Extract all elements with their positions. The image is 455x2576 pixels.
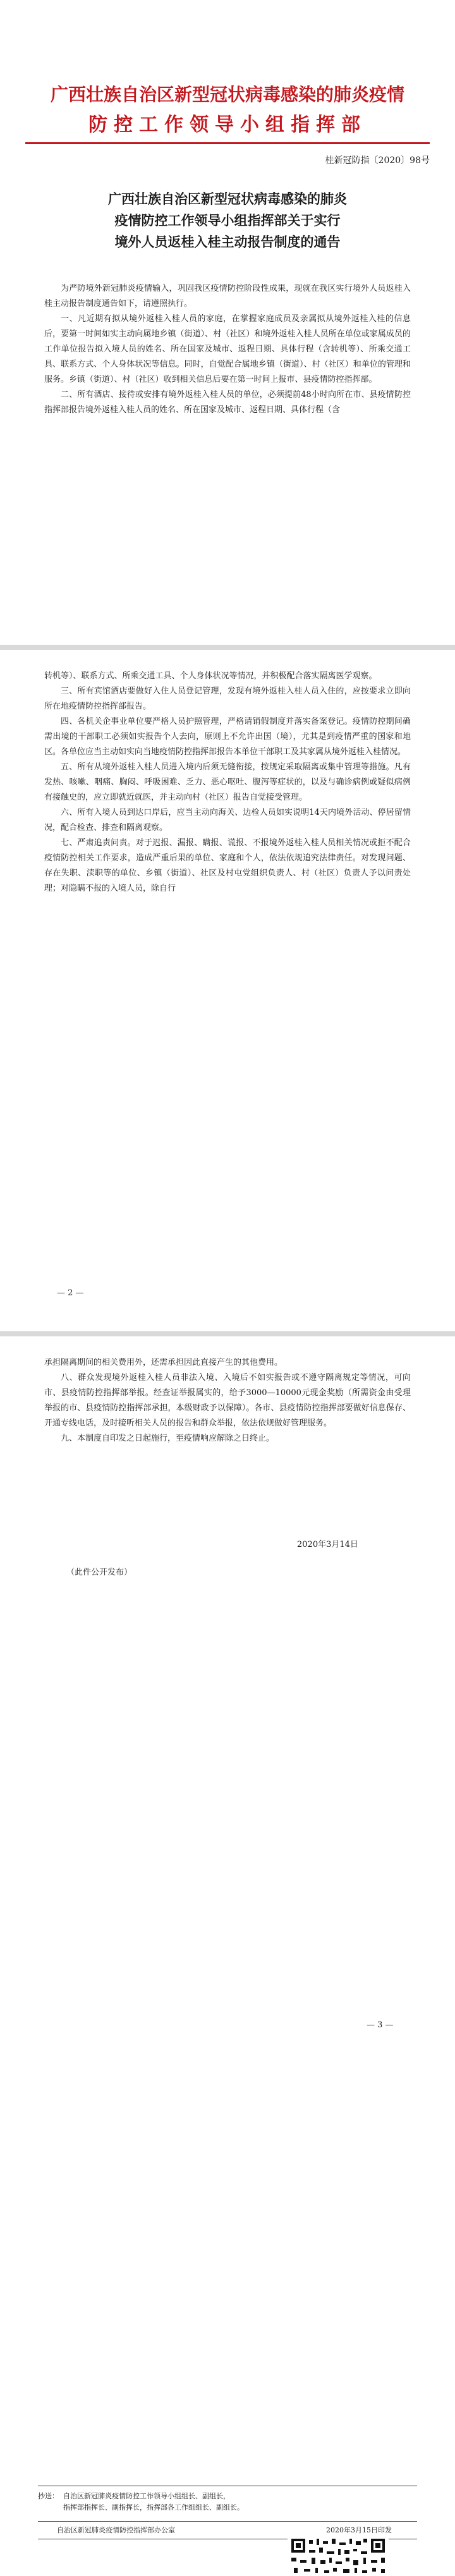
cc-block: [38, 2491, 417, 2513]
notice-title: [38, 188, 417, 253]
paragraph: 二、所有酒店、接待或安排有境外返桂入桂人员的单位，必须提前48小时向所在市、县疫情防控指挥部报告境外返桂入桂人员的姓名、所在国家及城市、返程日期、具体行程（含: [44, 390, 411, 415]
footer-rule-middle: [38, 2521, 417, 2522]
page-number: — 2 —: [57, 1288, 84, 1298]
cc-line: 自治区新冠肺炎疫情防控工作领导小组组长、副组长，: [63, 2492, 230, 2500]
page2-body: [44, 669, 411, 896]
paragraph: 八、群众发现境外返桂入桂人员非法入境、入境后不如实报告或不遵守隔离规定等情况，可向市、县疫情防控指挥部举报。经查证举报属实的，给予3000—10000元现金奖励（所需资金由受理举报的市、县疫情防控指挥部承担，本级财政予以保障）。各市、县疫情防控指挥部要做好信息保存、开通专线电话，及时接听相关人员的报告和群众举报，依法依规做好管理服务。: [44, 1373, 411, 1428]
notice-title-line: 广西壮族自治区新型冠状病毒感染的肺炎: [108, 191, 347, 207]
paragraph: 五、所有从境外返桂入桂人员进入境内后须无缝衔接，按规定采取隔离或集中管理等措施。凡有发热、咳嗽、咽痛、胸闷、呼吸困难、乏力、恶心呕吐、腹泻等症状的，以及与确诊病例或疑似病例有接触史的，应立即就近就医，并主动向村（社区）报告自觉接受管理。: [44, 762, 411, 802]
qr-code-icon: [288, 2535, 389, 2576]
page1-body: [44, 281, 411, 418]
document-page-2: [0, 650, 455, 1331]
paragraph: 三、所有宾馆酒店要做好入住人员登记管理，发现有境外返桂入桂人员入住的，应按要求立即向所在地疫情防控指挥部报告。: [44, 687, 411, 711]
paragraph: 六、所有入境人员到达口岸后，应当主动向海关、边检人员如实说明14天内境外活动、停居留情况，配合检查、排查和隔离观察。: [44, 808, 411, 833]
red-header-line1: 广西壮族自治区新型冠状病毒感染的肺炎疫情: [50, 84, 404, 105]
red-separator-rule: [25, 142, 430, 144]
paragraph: 承担隔离期间的相关费用外，还需承担因此直接产生的其他费用。: [44, 1358, 283, 1367]
issuer-name: 自治区新冠肺炎疫情防控指挥部办公室: [57, 2526, 175, 2534]
paragraph: 九、本制度自印发之日起施行，至疫情响应解除之日终止。: [61, 1434, 275, 1443]
document-page-3: [0, 1336, 455, 2576]
notice-title-line: 境外人员返桂入桂主动报告制度的通告: [114, 234, 341, 250]
paragraph: 一、凡近期有拟从境外返桂入桂人员的家庭，在掌握家庭成员及亲属拟从境外返桂入桂的信息后，要第一时间如实主动向属地乡镇（街道）、村（社区）和境外返桂入桂人员所在单位或家属成员的工作单位报告拟入境人员的姓名、所在国家及城市、返程日期、具体行程（含转机等）、所乘交通工具、联系方式、个人身体状况等信息。同时，自觉配合属地乡镇（街道）、村（社区）和单位的管理和服务。乡镇（街道）、村（社区）收到相关信息后要在第一时间上报市、县疫情防控指挥部。: [44, 314, 411, 384]
paragraph: 七、严肃追责问责。对于迟报、漏报、瞒报、谎报、不报境外返桂入桂人员相关情况或拒不配合疫情防控相关工作要求，造成严重后果的单位、家庭和个人，依法依规追究法律责任。对发现问题、存在失职、渎职等的单位、乡镇（街道）、社区及村屯党组织负责人、村（社区）负责人予以问责处理；对隐瞒不报的入境人员，除自行: [44, 838, 411, 893]
red-header-line2: 防控工作领导小组指挥部: [88, 114, 367, 136]
paragraph: 转机等）、联系方式、所乘交通工具、个人身体状况等情况，并积极配合落实隔离医学观察。: [44, 671, 377, 681]
page3-body: [44, 1355, 411, 1446]
signing-date: 2020年3月14日: [297, 1540, 358, 1549]
document-number: 桂新冠防指〔2020〕98号: [325, 156, 430, 166]
page-number: — 3 —: [367, 2020, 394, 2030]
notice-title-line: 疫情防控工作领导小组指挥部关于实行: [114, 212, 341, 228]
public-release-note: （此件公开发布）: [66, 1568, 133, 1577]
paragraph: 四、各机关企事业单位要严格人员护照管理，严格请销假制度并落实备案登记。疫情防控期间确需出境的干部职工必须如实报告个人去向，原则上不允许出国（境），尤其是到疫情严重的国家和地区。各单位应当主动如实向当地疫情防控指挥部报告本单位干部职工及其家属从境外返桂入桂情况。: [44, 717, 411, 757]
cc-label: 抄送：: [38, 2492, 59, 2500]
cc-line: 指挥部指挥长、副指挥长，指挥部各工作组组长、副组长。: [63, 2503, 244, 2512]
paragraph: 为严防境外新冠肺炎疫情输入，巩固我区疫情防控阶段性成果，现就在我区实行境外人员返桂入桂主动报告制度通告如下，请遵照执行。: [44, 284, 411, 308]
document-page-1: [0, 0, 455, 645]
issue-date: 2020年3月15日印发: [326, 2526, 392, 2534]
